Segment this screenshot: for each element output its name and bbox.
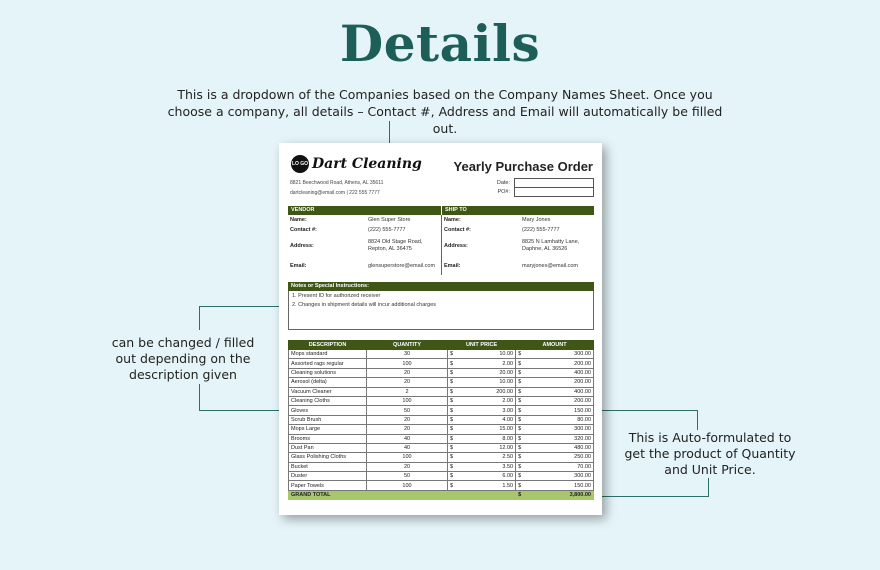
item-quantity-cell[interactable]: 20 <box>367 462 448 471</box>
item-description-cell[interactable]: Scrub Brush <box>289 415 367 424</box>
item-unit-price-cell[interactable]: 8.00 <box>458 434 516 443</box>
callout-line-right-bottom-h <box>592 496 709 497</box>
intro-callout-text: This is a dropdown of the Companies based on the Company Names Sheet. Once you choose a company, all details – Contact #, Address and Email will automatically be filled out. <box>167 87 723 136</box>
item-description-cell[interactable]: Mops standard <box>289 350 367 359</box>
table-row <box>289 378 594 387</box>
date-label: Date: <box>496 180 510 186</box>
table-row <box>289 434 594 443</box>
item-quantity-cell[interactable]: 20 <box>367 415 448 424</box>
item-amount-cell: 300.00 <box>526 472 594 481</box>
currency-symbol: $ <box>516 359 526 368</box>
item-quantity-cell[interactable]: 20 <box>367 378 448 387</box>
shipto-contact: (222) 555-7777 <box>522 226 560 233</box>
callout-line-right-top-v <box>697 410 698 430</box>
item-amount-cell: 80.00 <box>526 415 594 424</box>
item-unit-price-cell[interactable]: 2.50 <box>458 453 516 462</box>
item-description-cell[interactable]: Duster <box>289 472 367 481</box>
vendor-contact: (222) 555-7777 <box>368 226 406 233</box>
item-amount-cell: 300.00 <box>526 350 594 359</box>
item-quantity-cell[interactable]: 100 <box>367 453 448 462</box>
shipto-details <box>441 215 594 275</box>
vendor-address-line-1: 8824 Old Stage Road, <box>368 239 423 245</box>
item-description-cell[interactable]: Glass Polishing Cloths <box>289 453 367 462</box>
table-row <box>289 472 594 481</box>
currency-symbol: $ <box>448 350 458 359</box>
item-amount-cell: 70.00 <box>526 462 594 471</box>
company-logo <box>291 155 422 173</box>
item-unit-price-cell[interactable]: 20.00 <box>458 368 516 377</box>
notes-box[interactable] <box>288 282 594 330</box>
currency-symbol: $ <box>448 387 458 396</box>
currency-symbol: $ <box>448 462 458 471</box>
currency-symbol: $ <box>448 415 458 424</box>
table-row <box>289 481 594 490</box>
item-unit-price-cell[interactable]: 200.00 <box>458 387 516 396</box>
shipto-name-label: Name: <box>444 217 461 223</box>
table-row <box>289 387 594 396</box>
item-unit-price-cell[interactable]: 2.00 <box>458 359 516 368</box>
item-unit-price-cell[interactable]: 3.50 <box>458 462 516 471</box>
notes-header: Notes or Special Instructions: <box>288 282 594 291</box>
page-title: Details <box>339 14 541 73</box>
vendor-shipto-section <box>288 206 594 275</box>
table-row <box>289 425 594 434</box>
grand-total-label: GRAND TOTAL <box>289 490 516 499</box>
vendor-name-label: Name: <box>290 217 307 223</box>
currency-symbol: $ <box>448 434 458 443</box>
vendor-address-label: Address: <box>290 243 314 249</box>
item-amount-cell: 400.00 <box>526 368 594 377</box>
currency-symbol: $ <box>516 406 526 415</box>
table-row <box>289 406 594 415</box>
items-table <box>288 340 594 500</box>
column-header-description: DESCRIPTION <box>289 341 367 350</box>
currency-symbol: $ <box>516 490 526 499</box>
item-amount-cell: 400.00 <box>526 387 594 396</box>
callout-line-right-bottom-v <box>708 478 709 497</box>
shipto-address-line-2: Daphne, AL 36526 <box>522 246 568 252</box>
item-unit-price-cell[interactable]: 10.00 <box>458 378 516 387</box>
callout-line-left-bottom-v <box>199 384 200 411</box>
company-contact: dartcleaning@email.com | 222 555 7777 <box>290 190 380 196</box>
vendor-email: glensuperstore@email.com <box>368 262 436 269</box>
item-amount-cell: 200.00 <box>526 378 594 387</box>
notes-line: 1. Present ID for authorized receiver <box>292 293 381 299</box>
item-quantity-cell[interactable]: 20 <box>367 368 448 377</box>
amount-callout-text: This is Auto-formulated to get the product of Quantity and Unit Price. <box>624 430 796 477</box>
currency-symbol: $ <box>516 434 526 443</box>
item-description-cell[interactable]: Cleaning Cloths <box>289 396 367 405</box>
currency-symbol: $ <box>516 443 526 452</box>
currency-symbol: $ <box>448 481 458 490</box>
item-amount-cell: 200.00 <box>526 396 594 405</box>
currency-symbol: $ <box>448 472 458 481</box>
po-number-field <box>497 187 594 197</box>
company-name: Dart Cleaning <box>312 156 422 172</box>
description-callout-text: can be changed / filled out depending on the description given <box>111 335 255 382</box>
item-description-cell[interactable]: Bucket <box>289 462 367 471</box>
item-description-cell[interactable]: Vacuum Cleaner <box>289 387 367 396</box>
currency-symbol: $ <box>516 387 526 396</box>
item-quantity-cell[interactable]: 40 <box>367 434 448 443</box>
item-unit-price-cell[interactable]: 12.00 <box>458 443 516 452</box>
table-row <box>289 443 594 452</box>
currency-symbol: $ <box>448 378 458 387</box>
item-quantity-cell[interactable]: 50 <box>367 406 448 415</box>
currency-symbol: $ <box>448 443 458 452</box>
currency-symbol: $ <box>448 359 458 368</box>
company-address: 8821 Beechwood Road, Athens, AL 35611 <box>290 180 384 186</box>
item-quantity-cell[interactable]: 40 <box>367 443 448 452</box>
item-quantity-cell[interactable]: 20 <box>367 425 448 434</box>
item-unit-price-cell[interactable]: 3.00 <box>458 406 516 415</box>
currency-symbol: $ <box>516 425 526 434</box>
item-description-cell[interactable]: Assorted rags regular <box>289 359 367 368</box>
item-amount-cell: 150.00 <box>526 406 594 415</box>
vendor-address <box>368 239 422 253</box>
item-amount-cell: 480.00 <box>526 443 594 452</box>
item-description-cell[interactable]: Aerosol (delta) <box>289 378 367 387</box>
shipto-email: maryjones@email.com <box>522 262 579 269</box>
item-amount-cell: 320.00 <box>526 434 594 443</box>
item-quantity-cell[interactable]: 100 <box>367 396 448 405</box>
callout-line-left-top-v <box>199 306 200 330</box>
shipto-name[interactable]: Mary Jones <box>522 216 551 223</box>
purchase-order-sheet <box>279 143 602 515</box>
currency-symbol: $ <box>448 453 458 462</box>
vendor-contact-label: Contact #: <box>290 227 317 233</box>
item-description-cell[interactable]: Cleaning solutions <box>289 368 367 377</box>
item-description-cell[interactable]: Paper Towels <box>289 481 367 490</box>
item-quantity-cell[interactable]: 2 <box>367 387 448 396</box>
po-number-input[interactable] <box>514 187 594 197</box>
grand-total-value: 3,800.00 <box>526 490 594 499</box>
vendor-email-label: Email: <box>290 263 307 269</box>
grand-total-row <box>289 490 594 499</box>
item-amount-cell: 250.00 <box>526 453 594 462</box>
table-row <box>289 359 594 368</box>
item-amount-cell: 150.00 <box>526 481 594 490</box>
shipto-contact-label: Contact #: <box>444 227 471 233</box>
vendor-name-dropdown[interactable]: Glen Super Store <box>368 216 411 223</box>
currency-symbol: $ <box>448 368 458 377</box>
currency-symbol: $ <box>516 453 526 462</box>
vendor-header: VENDOR <box>288 206 441 215</box>
logo-icon: LO GO <box>291 155 309 173</box>
shipto-address <box>522 239 579 253</box>
item-description-cell[interactable]: Brooms <box>289 434 367 443</box>
shipto-address-line-1: 8825 N Lamhatty Lane, <box>522 239 580 245</box>
item-quantity-cell[interactable]: 50 <box>367 472 448 481</box>
currency-symbol: $ <box>516 462 526 471</box>
item-quantity-cell[interactable]: 30 <box>367 350 448 359</box>
item-description-cell[interactable]: Dust Pan <box>289 443 367 452</box>
item-unit-price-cell[interactable]: 10.00 <box>458 350 516 359</box>
item-unit-price-cell[interactable]: 4.00 <box>458 415 516 424</box>
currency-symbol: $ <box>516 350 526 359</box>
vendor-address-line-2: Repton, AL 36475 <box>368 246 412 252</box>
item-amount-cell: 300.00 <box>526 425 594 434</box>
column-header-quantity: QUANTITY <box>367 341 448 350</box>
item-unit-price-cell[interactable]: 15.00 <box>458 425 516 434</box>
table-row <box>289 415 594 424</box>
po-title: Yearly Purchase Order <box>453 159 593 174</box>
column-header-unit-price: UNIT PRICE <box>448 341 516 350</box>
item-description-cell[interactable]: Gloves <box>289 406 367 415</box>
shipto-email-label: Email: <box>444 263 461 269</box>
column-header-amount: AMOUNT <box>516 341 594 350</box>
item-quantity-cell[interactable]: 100 <box>367 481 448 490</box>
item-unit-price-cell[interactable]: 6.00 <box>458 472 516 481</box>
currency-symbol: $ <box>516 472 526 481</box>
currency-symbol: $ <box>516 396 526 405</box>
item-description-cell[interactable]: Mops Large <box>289 425 367 434</box>
item-quantity-cell[interactable]: 100 <box>367 359 448 368</box>
item-unit-price-cell[interactable]: 1.50 <box>458 481 516 490</box>
currency-symbol: $ <box>448 406 458 415</box>
table-row <box>289 396 594 405</box>
vendor-details <box>288 215 441 275</box>
callout-line-right-top-h <box>592 410 698 411</box>
currency-symbol: $ <box>448 396 458 405</box>
currency-symbol: $ <box>516 378 526 387</box>
item-amount-cell: 200.00 <box>526 359 594 368</box>
shipto-address-label: Address: <box>444 243 468 249</box>
item-unit-price-cell[interactable]: 2.00 <box>458 396 516 405</box>
po-number-label: PO#: <box>497 189 510 195</box>
table-row <box>289 462 594 471</box>
table-row <box>289 350 594 359</box>
currency-symbol: $ <box>516 415 526 424</box>
shipto-header: SHIP TO <box>441 206 594 215</box>
currency-symbol: $ <box>516 481 526 490</box>
table-row <box>289 453 594 462</box>
currency-symbol: $ <box>516 368 526 377</box>
currency-symbol: $ <box>448 425 458 434</box>
notes-line: 2. Changes in shipment details will incur additional charges <box>292 302 436 308</box>
table-row <box>289 368 594 377</box>
